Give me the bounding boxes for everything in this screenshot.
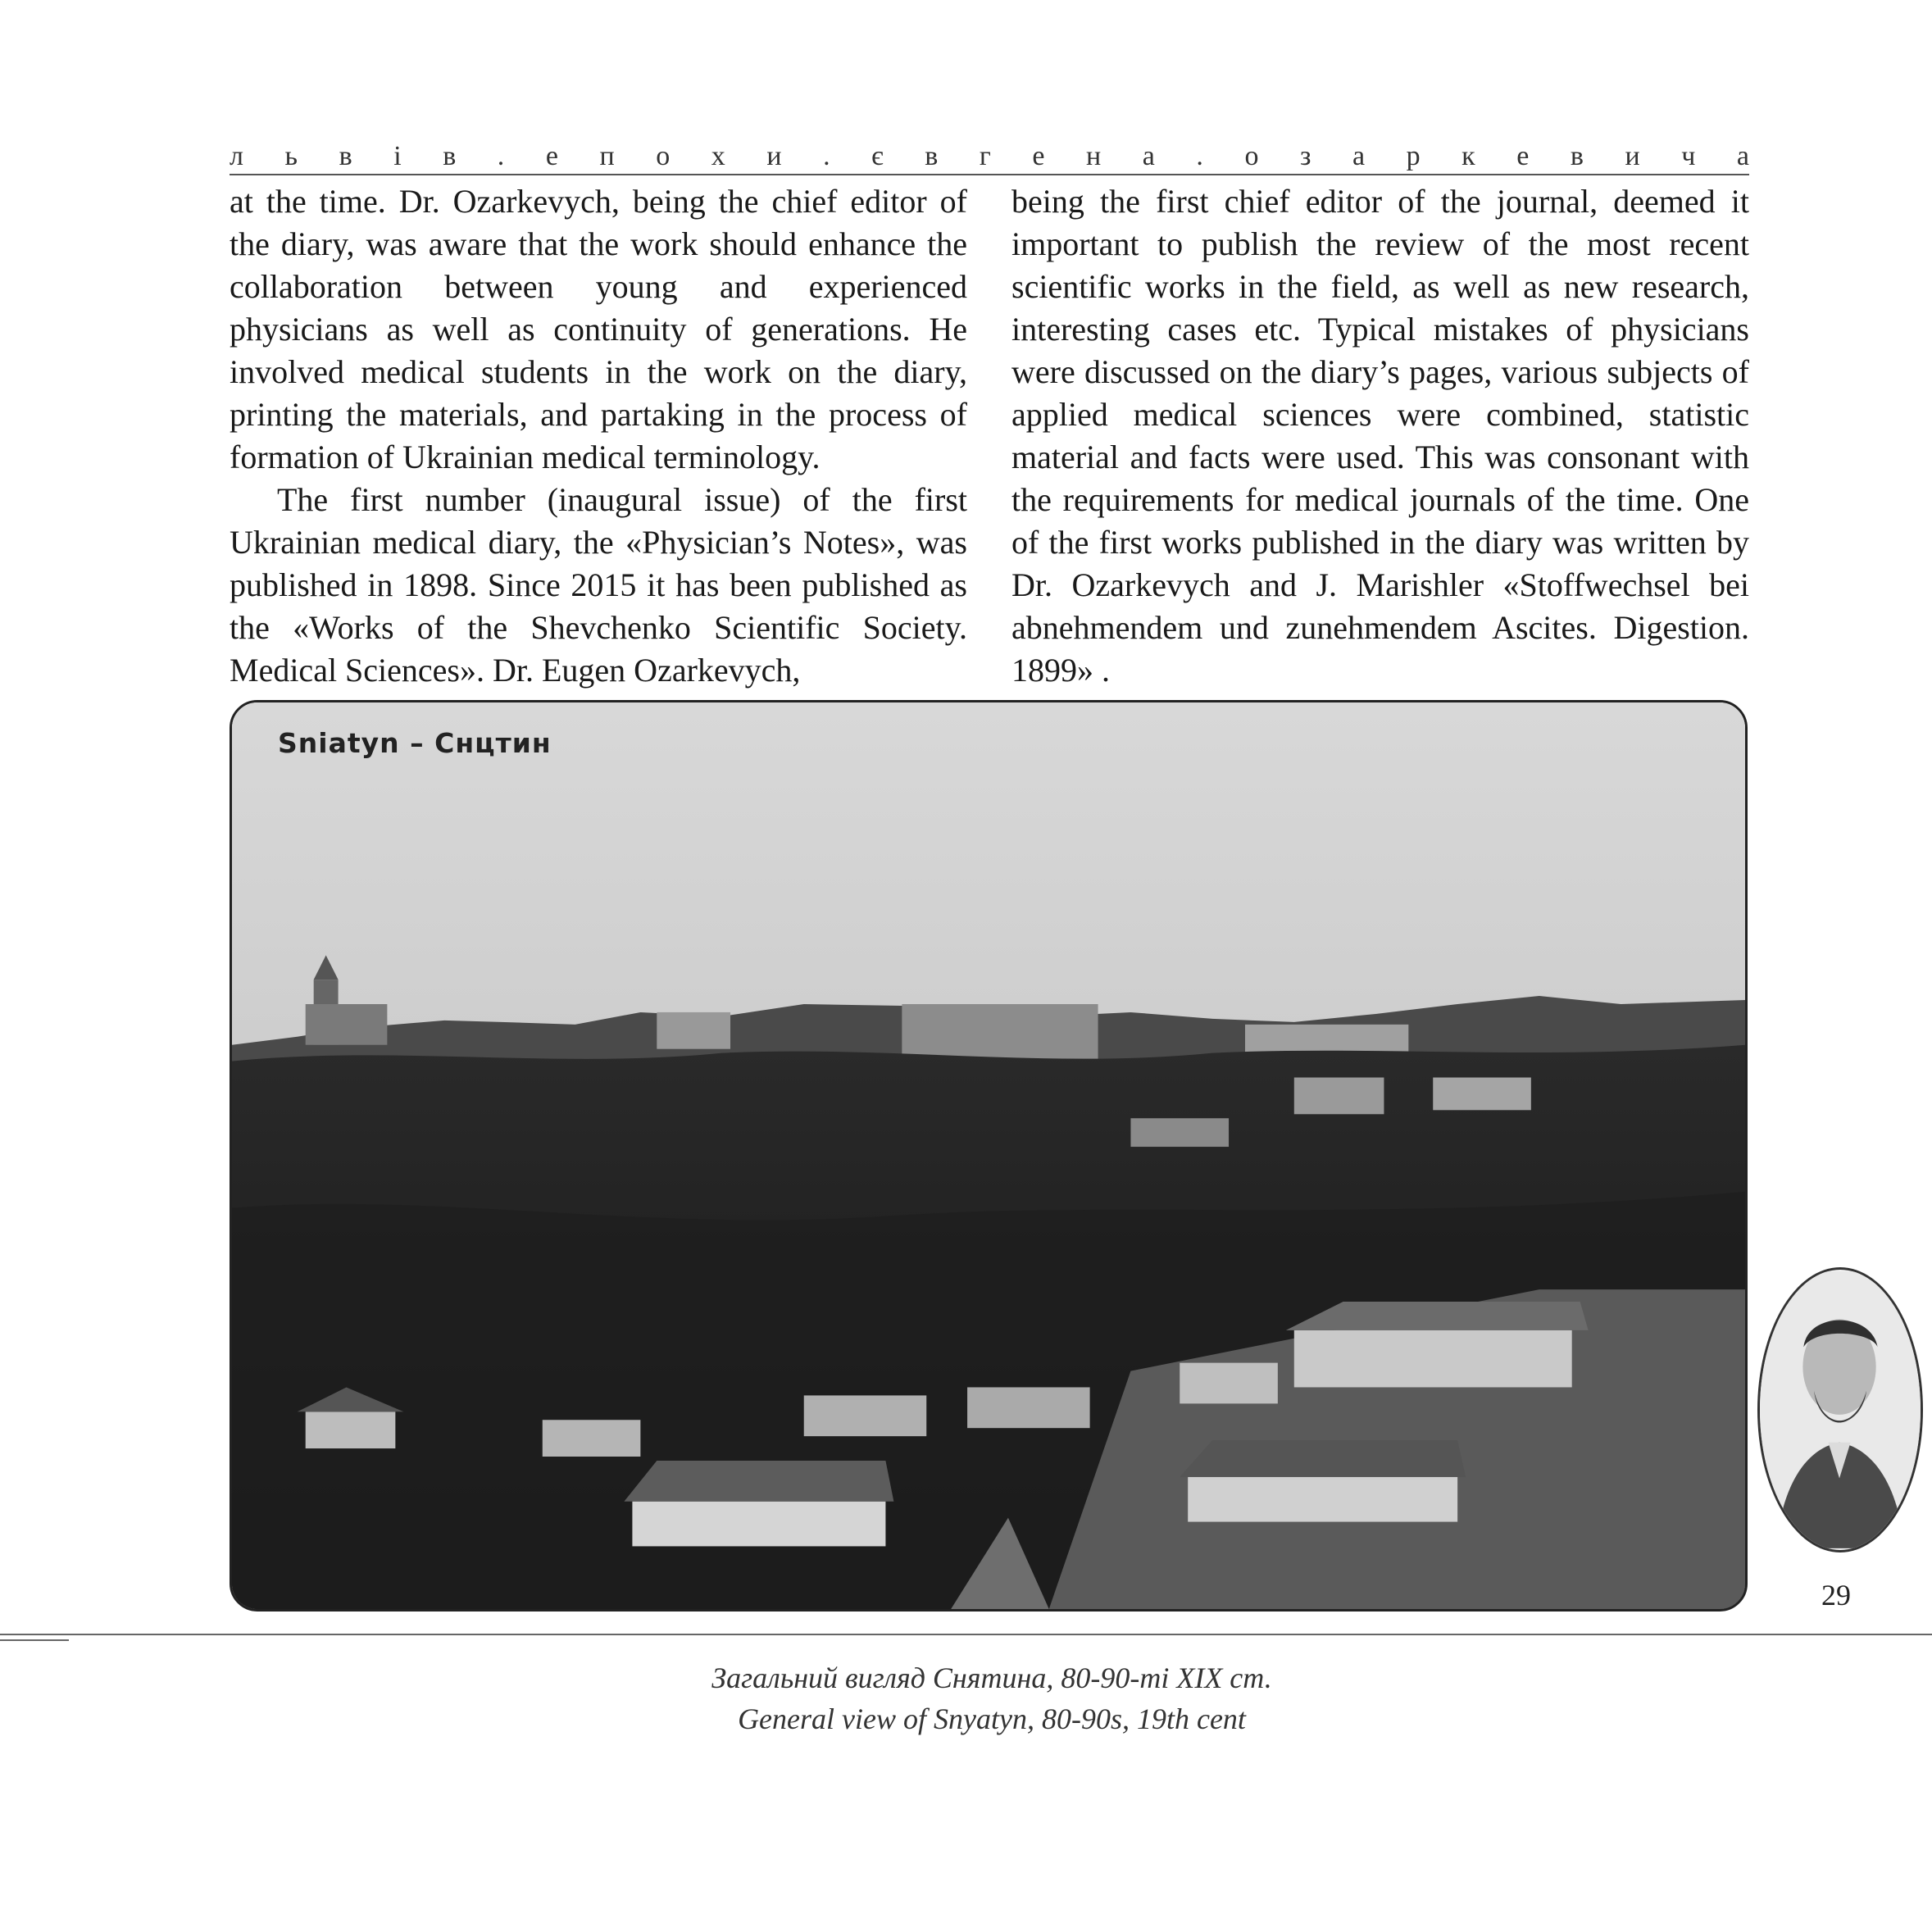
running-head-letter: і [393, 141, 402, 171]
running-head-letter: х [711, 141, 725, 171]
running-head-letter: а [1142, 141, 1155, 171]
running-head-letter: з [1300, 141, 1311, 171]
running-head-letter: и [766, 141, 782, 171]
text-column-right [1011, 180, 1749, 692]
paragraph: The first number (inaugural issue) of the first Ukrainian medical diary, the «Physician’s Notes», was published in 1898. Since 2015 it has been published as the «Works of the Shevchenko Scientific Society. Medical Sciences». Dr. Eugen Ozarkevych, [230, 481, 967, 689]
footer-rule [0, 1634, 1932, 1635]
portrait-image [1760, 1270, 1921, 1550]
running-head-letter: а [1736, 141, 1749, 171]
running-head-letter: о [1244, 141, 1259, 171]
photo-sniatyn [230, 700, 1748, 1612]
footer-rule-short [0, 1639, 69, 1641]
running-head-letter: в [925, 141, 939, 171]
running-head-letter: ч [1681, 141, 1696, 171]
running-head-letter: н [1086, 141, 1102, 171]
page-number: 29 [1821, 1579, 1851, 1612]
running-head [230, 130, 1749, 170]
header-rule [230, 174, 1749, 175]
caption-ukrainian: Загальний вигляд Снятина, 80-90-ті ХІХ ст. [711, 1662, 1272, 1694]
running-head-letter: к [1462, 141, 1475, 171]
running-head-letter: . [497, 141, 505, 171]
running-head-letter: е [1516, 141, 1530, 171]
running-head-letter: л [230, 141, 243, 171]
running-head-letter: е [545, 141, 558, 171]
paragraph: being the first chief editor of the journal, deemed it important to publish the review of the most recent scientific works in the field, as well as new research, interesting cases etc. Typical mistakes of physicians were discussed on the diary’s pages, various subjects of applied medical sciences were combined, statistic material and facts were used. This was consonant with the requirements for medical journals of the time. One of the first works published in the diary was written by Dr. Ozarkevych and J. Marishler «Stoffwechsel bei abnehmendem und zunehmendem Ascites. Digestion. 1899» . [1011, 183, 1749, 689]
text-column-left [230, 180, 967, 692]
running-head-letter: в [339, 141, 352, 171]
figure-caption [0, 1657, 1932, 1739]
caption-english: General view of Snyatyn, 80-90s, 19th cent [738, 1702, 1246, 1735]
running-head-letter: . [1196, 141, 1203, 171]
running-head-letter: є [871, 141, 884, 171]
running-head-letter: и [1625, 141, 1640, 171]
portrait-oval [1757, 1267, 1923, 1552]
running-head-letter: е [1032, 141, 1045, 171]
running-head-letter: г [979, 141, 991, 171]
running-head-letter: . [823, 141, 830, 171]
running-head-letter: в [443, 141, 457, 171]
paragraph: at the time. Dr. Ozarkevych, being the chief editor of the diary, was aware that the work should enhance the collaboration between young and experienced physicians as well as continuity of generations. He involved medical students in the work on the diary, printing the materials, and partaking in the process of formation of Ukrainian medical terminology. [230, 183, 967, 475]
photo-label: Sniatyn – Снцтин [278, 727, 552, 759]
running-head-letter: в [1570, 141, 1584, 171]
running-head-letter: а [1352, 141, 1366, 171]
running-head-letter: п [599, 141, 615, 171]
town-panorama-image [232, 702, 1745, 1609]
running-head-letter: р [1406, 141, 1421, 171]
running-head-letter: ь [284, 141, 298, 171]
running-head-letter: о [656, 141, 671, 171]
